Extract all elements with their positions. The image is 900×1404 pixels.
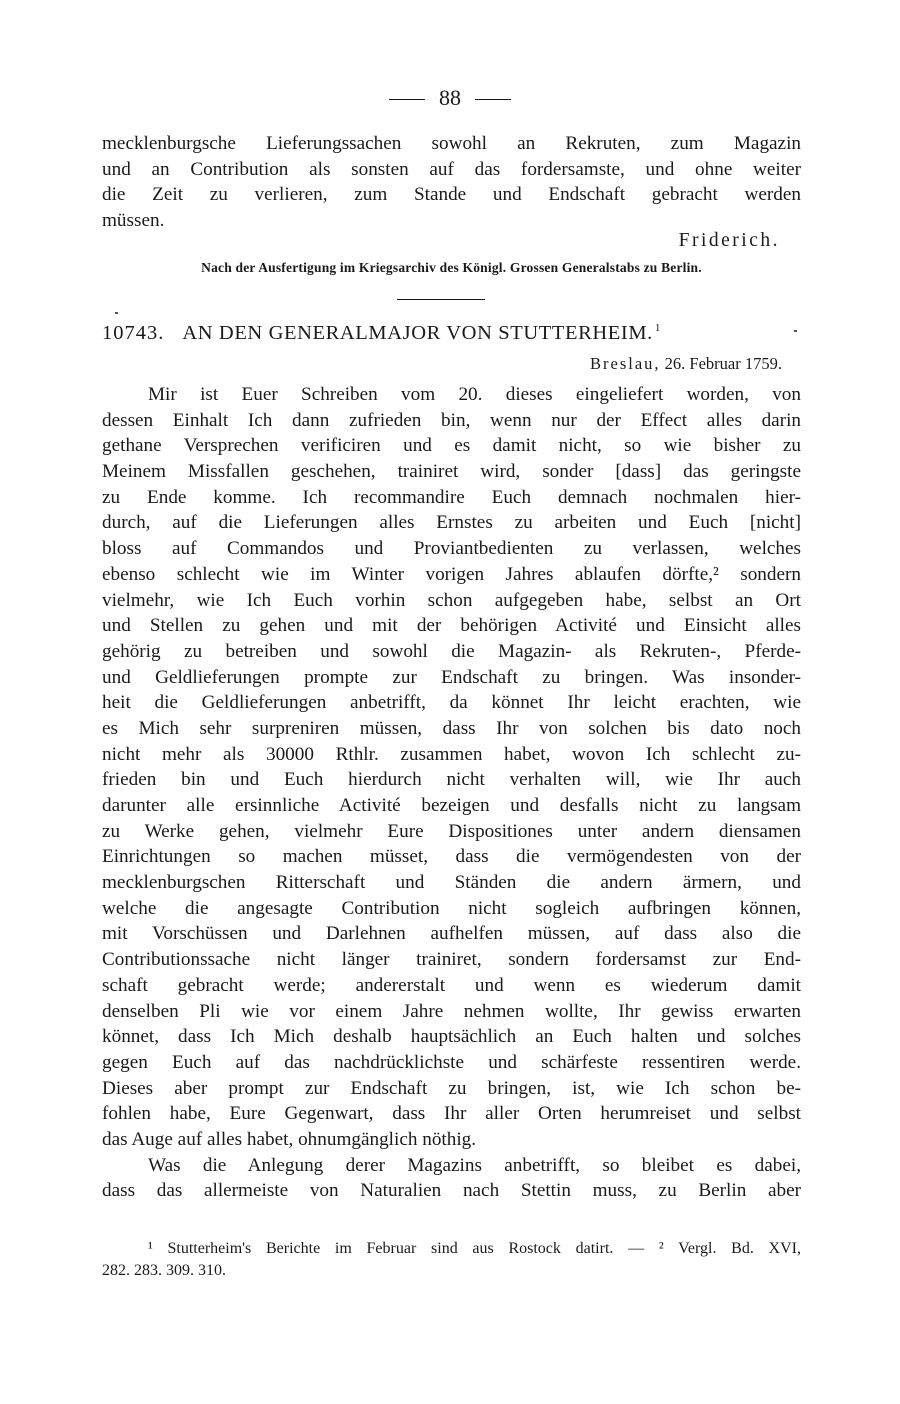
text-line: Contributionssache nicht länger trainiret, sondern fordersamst zur End- — [102, 949, 801, 971]
place: Breslau, — [590, 354, 661, 373]
text-line: bloss auf Commandos und Proviantbedienten zu verlassen, welches — [102, 538, 801, 560]
text-line: zu Werke gehen, vielmehr Eure Dispositiones unter andern diensamen — [102, 820, 801, 842]
text-line: gegen Euch auf das nachdrücklichste und schärfeste ressentiren werde. — [102, 1051, 801, 1073]
text-line: Einrichtungen so machen müsset, dass die vermögendesten von der — [102, 846, 801, 868]
page-number: 88 — [439, 85, 461, 110]
text-line: ebenso schlecht wie im Winter vorigen Jahres ablaufen dörfte,² sondern — [102, 563, 801, 585]
source-note: Nach der Ausfertigung im Kriegsarchiv des Königl. Grossen Generalstabs zu Berlin. — [201, 260, 702, 275]
text-line: es Mich sehr surpreniren müssen, dass Ihr von solchen bis dato noch — [102, 717, 801, 739]
date: 26. Februar 1759. — [664, 354, 782, 373]
text-line: und Stellen zu gehen und mit der behörigen Activité und Einsicht alles — [102, 615, 801, 637]
place-date — [590, 354, 782, 374]
text-line: vielmehr, wie Ich Euch vorhin schon aufgegeben habe, selbst an Ort — [102, 589, 801, 611]
section-divider — [397, 299, 485, 300]
footnote-line: 282. 283. 309. 310. — [102, 1262, 226, 1279]
text-line: Meinem Missfallen geschehen, trainiret wird, sonder [dass] das geringste — [102, 461, 801, 483]
footnotes — [102, 1238, 801, 1282]
text-line: denselben Pli wie vor einem Jahre nehmen wollte, Ihr gewiss erwarten — [102, 1000, 801, 1022]
document-title: AN DEN GENERALMAJOR VON STUTTERHEIM. — [182, 322, 653, 344]
text-line: und Geldlieferungen prompte zur Endschaft zu bringen. Was insonder- — [102, 666, 801, 688]
continued-paragraph — [102, 131, 801, 234]
text-line: gehörig zu betreiben und sowohl die Magazin- als Rekruten-, Pferde- — [102, 640, 801, 662]
title-footnote-marker: 1 — [654, 322, 661, 335]
footnote-line: ¹ Stutterheim's Berichte im Februar sind aus Rostock datirt. — ² Vergl. Bd. XVI, — [148, 1240, 801, 1257]
text-line: Dieses aber prompt zur Endschaft zu bringen, ist, wie Ich schon be- — [102, 1077, 801, 1099]
text-line: darunter alle ersinnliche Activité bezeigen und desfalls nicht zu langsam — [102, 795, 801, 816]
text-line: nicht mehr als 30000 Rthlr. zusammen habet, wovon Ich schlecht zu- — [102, 743, 801, 765]
text-line: dessen Einhalt Ich dann zufrieden bin, wenn nur der Effect alles darin — [102, 409, 801, 431]
document-heading — [102, 322, 801, 345]
text-line: schaft gebracht werde; andererstalt und wenn es wiederum damit — [102, 974, 801, 996]
text-line: frieden bin und Euch hierdurch nicht verhalten will, wie Ihr auch — [102, 769, 801, 791]
letter-body — [102, 382, 801, 1204]
text-line: könnet, dass Ich Mich deshalb hauptsächlich an Euch halten und solches — [102, 1026, 801, 1048]
text-line: die Zeit zu verlieren, zum Stande und Endschaft gebracht werden — [102, 184, 801, 206]
text-line: mecklenburgschen Ritterschaft und Ständen die andern ärmern, und — [102, 872, 801, 894]
text-line: Mir ist Euer Schreiben vom 20. dieses eingeliefert worden, von — [148, 384, 801, 405]
text-line: mit Vorschüssen und Darlehnen aufhelfen müssen, auf dass also die — [102, 923, 801, 945]
text-line: fohlen habe, Eure Gegenwart, dass Ihr aller Orten herumreiset und selbst — [102, 1103, 801, 1125]
text-line: mecklenburgsche Lieferungssachen sowohl an Rekruten, zum Magazin — [102, 133, 801, 154]
text-line: zu Ende komme. Ich recommandire Euch demnach nochmalen hier- — [102, 486, 801, 508]
page-header — [0, 86, 900, 110]
text-line: dass das allermeiste von Naturalien nach Stettin muss, zu Berlin aber — [102, 1180, 801, 1202]
document-number: 10743. — [102, 322, 165, 344]
text-line: das Auge auf alles habet, ohnumgänglich nöthig. — [102, 1128, 477, 1150]
signature: Friderich. — [678, 230, 780, 251]
header-dash-right — [475, 99, 511, 100]
text-line: durch, auf die Lieferungen alles Ernstes zu arbeiten und Euch [nicht] — [102, 512, 801, 534]
text-line: müssen. — [102, 210, 165, 232]
header-dash-left — [389, 99, 425, 100]
text-line: gethane Versprechen verificiren und es damit nicht, so wie bisher zu — [102, 435, 801, 457]
text-line: welche die angesagte Contribution nicht sogleich aufbringen können, — [102, 897, 801, 919]
text-line: und an Contribution als sonsten auf das fordersamste, und ohne weiter — [102, 158, 801, 180]
text-line: Was die Anlegung derer Magazins anbetrifft, so bleibet es dabei, — [148, 1154, 801, 1176]
stray-mark — [115, 312, 118, 314]
text-line: heit die Geldlieferungen anbetrifft, da könnet Ihr leicht erachten, wie — [102, 692, 801, 714]
